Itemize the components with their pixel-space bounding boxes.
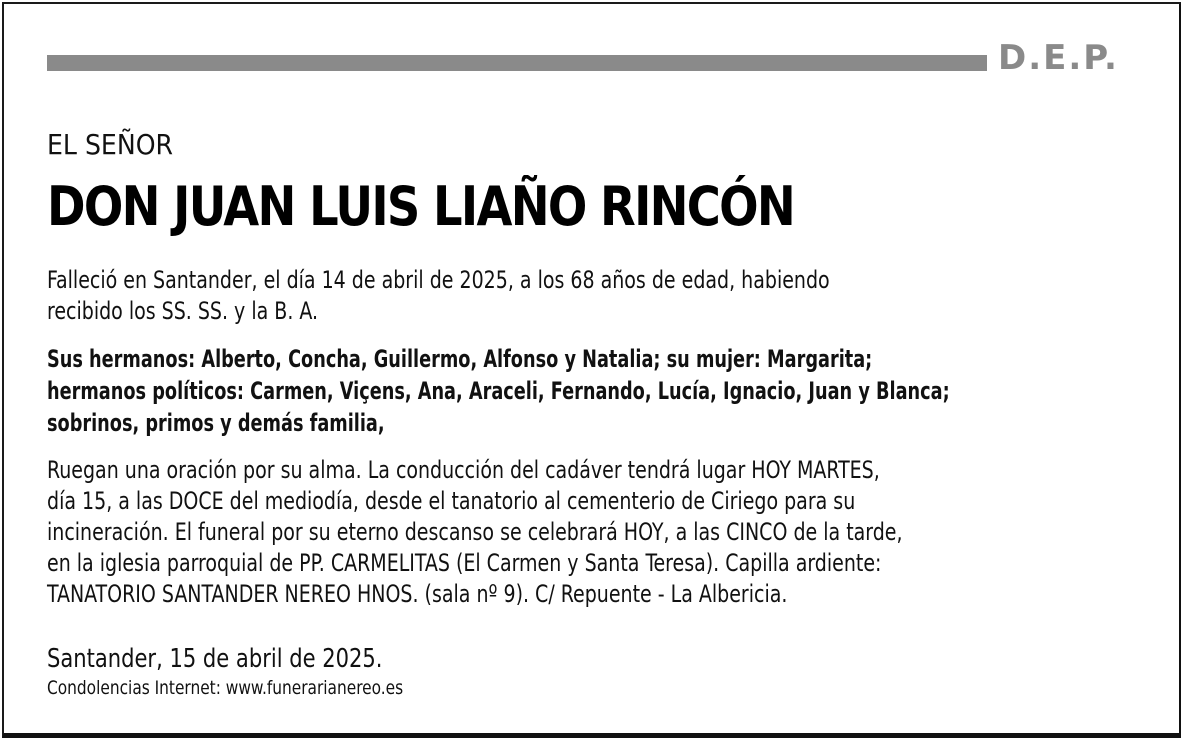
service-line: incineración. El funeral por su eterno descanso se celebrará HOY, a las CINCO de la tarde, — [47, 518, 903, 546]
service-line: Ruegan una oración por su alma. La conducción del cadáver tendrá lugar HOY MARTES, — [47, 456, 880, 484]
deceased-name: DON JUAN LUIS LIAÑO RINCÓN — [47, 175, 795, 238]
service-line: día 15, a las DOCE del mediodía, desde el tanatorio al cementerio de Ciriego para su — [47, 487, 856, 515]
family-line: hermanos políticos: Carmen, Viçens, Ana, Araceli, Fernando, Lucía, Ignacio, Juan y Blanca; — [47, 377, 950, 405]
service-line: en la iglesia parroquial de PP. CARMELITAS (El Carmen y Santa Teresa). Capilla ardiente: — [47, 549, 882, 577]
death-line: Falleció en Santander, el día 14 de abril de 2025, a los 68 años de edad, habiendo — [47, 266, 830, 294]
family-line: Sus hermanos: Alberto, Concha, Guillermo, Alfonso y Natalia; su mujer: Margarita; — [47, 345, 873, 373]
death-line: recibido los SS. SS. y la B. A. — [47, 297, 319, 325]
place-date: Santander, 15 de abril de 2025. — [47, 644, 383, 674]
service-line: TANATORIO SANTANDER NEREO HNOS. (sala nº 9). C/ Repuente - La Albericia. — [47, 580, 788, 608]
honorific: EL SEÑOR — [47, 128, 174, 161]
family-line: sobrinos, primos y demás familia, — [47, 409, 385, 437]
family-paragraph — [47, 343, 950, 439]
dep-label: D.E.P. — [998, 38, 1119, 78]
death-paragraph — [47, 265, 830, 327]
condolences-line: Condolencias Internet: www.funerarianereo.es — [47, 677, 404, 699]
service-paragraph — [47, 455, 903, 610]
header-rule — [47, 55, 987, 71]
